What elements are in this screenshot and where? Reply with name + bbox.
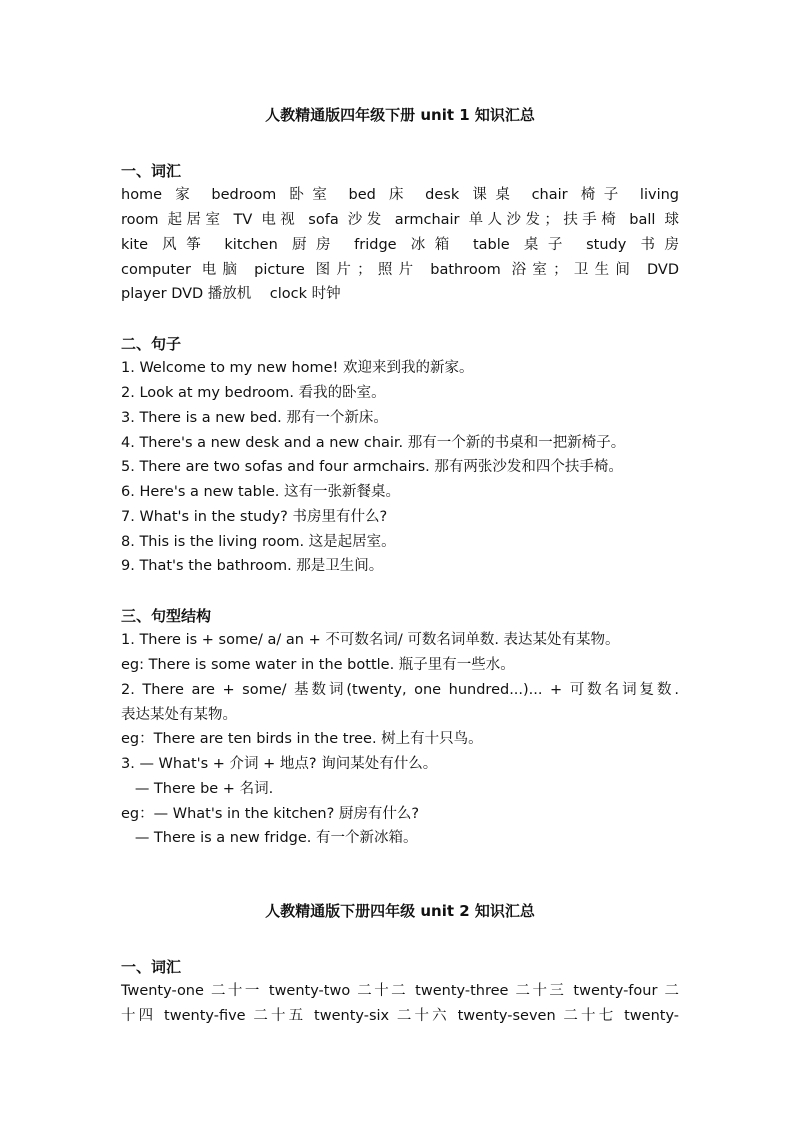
unit1-vocab-line: computer 电脑 picture 图片；照片 bathroom 浴室；卫生间 DVD — [121, 262, 679, 278]
unit1-sentence: 3. There is a new bed. 那有一个新床。 — [121, 410, 388, 426]
unit1-structure-line: 1. There is + some/ a/ an + 不可数名词/ 可数名词单数. 表达某处有某物。 — [121, 632, 620, 648]
unit2-vocab-line: 十四 twenty-five 二十五 twenty-six 二十六 twenty-seven 二十七 twenty- — [121, 1008, 679, 1024]
unit1-structure-line: eg：There are ten birds in the tree. 树上有十只鸟。 — [121, 731, 483, 747]
unit1-structure-line: eg：— What's in the kitchen? 厨房有什么? — [121, 806, 420, 822]
unit1-sentence: 6. Here's a new table. 这有一张新餐桌。 — [121, 484, 400, 500]
unit1-structure-line: — There is a new fridge. 有一个新冰箱。 — [121, 830, 418, 846]
unit1-title: 人教精通版四年级下册 unit 1 知识汇总 — [265, 106, 535, 124]
unit1-structure-line: eg: There is some water in the bottle. 瓶子里有一些水。 — [121, 657, 515, 673]
unit1-sentence: 5. There are two sofas and four armchairs. 那有两张沙发和四个扶手椅。 — [121, 459, 623, 475]
unit1-vocab-line: player DVD 播放机 clock 时钟 — [121, 286, 341, 302]
unit1-structure-line: 2. There are + some/ 基数词(twenty, one hundred...)... + 可数名词复数. — [121, 682, 679, 698]
unit1-vocab-line: home 家 bedroom 卧室 bed 床 desk 课桌 chair 椅子 living — [121, 187, 679, 203]
unit2-vocab-line: Twenty-one 二十一 twenty-two 二十二 twenty-three 二十三 twenty-four 二 — [121, 983, 679, 999]
unit1-sentence: 4. There's a new desk and a new chair. 那有一个新的书桌和一把新椅子。 — [121, 435, 626, 451]
unit1-vocab-line: room 起居室 TV 电视 sofa 沙发 armchair 单人沙发；扶手椅 ball 球 — [121, 212, 679, 228]
unit1-structure-line: 3. — What's + 介词 + 地点? 询问某处有什么。 — [121, 756, 438, 772]
unit1-sentence-heading: 二、句子 — [121, 335, 182, 353]
unit1-sentence: 2. Look at my bedroom. 看我的卧室。 — [121, 385, 386, 401]
unit1-structure-line: 表达某处有某物。 — [121, 707, 237, 723]
unit2-vocab-heading: 一、词汇 — [121, 958, 182, 976]
unit1-sentence: 7. What's in the study? 书房里有什么? — [121, 509, 388, 525]
unit1-vocab-line: kite 风筝 kitchen 厨房 fridge 冰箱 table 桌子 study 书房 — [121, 237, 679, 253]
unit1-sentence: 8. This is the living room. 这是起居室。 — [121, 534, 396, 550]
unit1-structure-line: — There be + 名词. — [121, 781, 274, 797]
unit1-structure-heading: 三、句型结构 — [121, 607, 212, 625]
unit2-title: 人教精通版下册四年级 unit 2 知识汇总 — [265, 902, 535, 920]
unit1-vocab-heading: 一、词汇 — [121, 162, 182, 180]
unit1-sentence: 9. That's the bathroom. 那是卫生间。 — [121, 558, 384, 574]
unit1-sentence: 1. Welcome to my new home! 欢迎来到我的新家。 — [121, 360, 474, 376]
